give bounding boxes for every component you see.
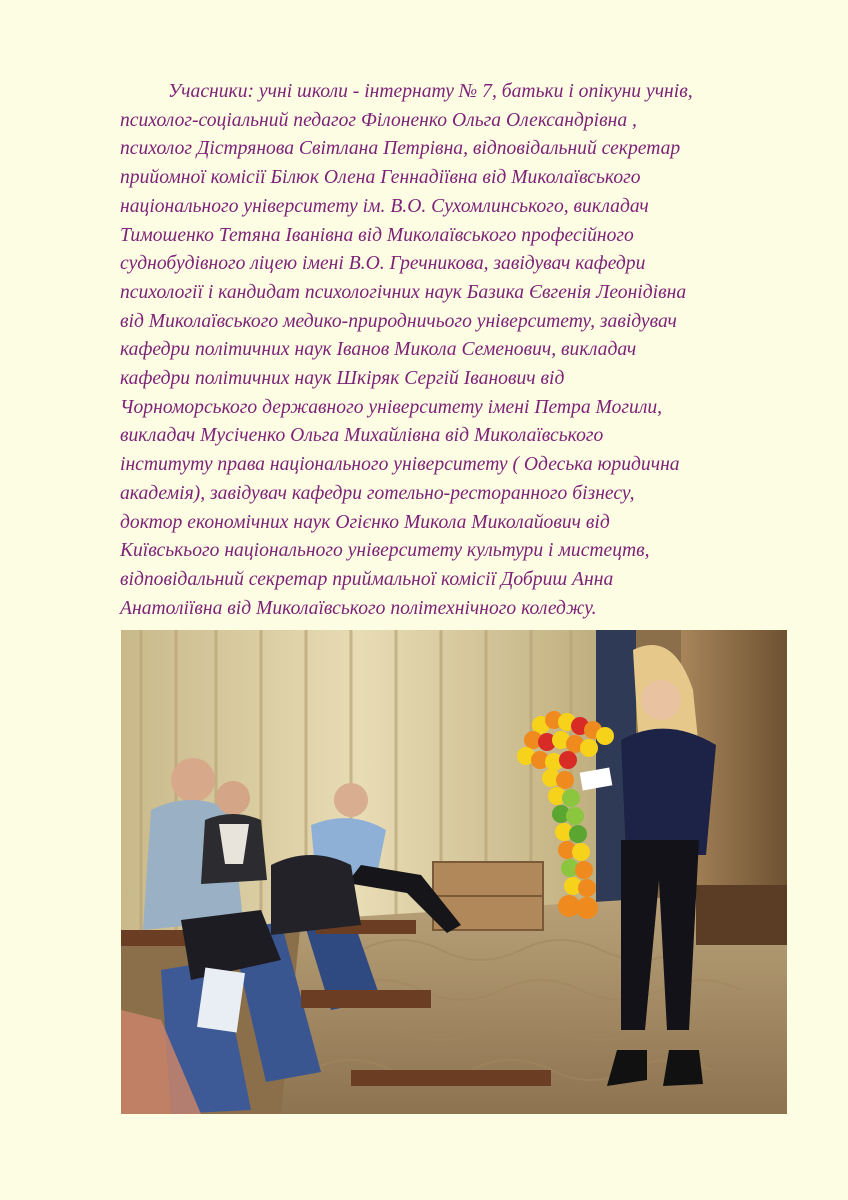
paragraph-line: психології і кандидат психологічних наук Базика Євгенія Леонідівна: [120, 281, 687, 303]
paragraph-line: Тимошенко Тетяна Іванівна від Миколаївського професійного: [120, 224, 634, 246]
paragraph-line: прийомної комісії Білюк Олена Геннадіївна від Миколаївського: [120, 167, 641, 189]
paragraph-line: Київськього національного університету культури і мистецтв,: [120, 540, 650, 562]
paragraph-line: Учасники: учні школи - інтернату № 7, батьки і опікуни учнів,: [168, 81, 693, 102]
paragraph-line: кафедри політичних наук Шкіряк Сергій Іванович від: [120, 368, 565, 390]
paragraph-line: суднобудівного ліцею імені В.О. Гречникова, завідувач кафедри: [120, 253, 646, 275]
paragraph-line: психолог-соціальний педагог Філоненко Ольга Олександрівна ,: [120, 109, 637, 131]
paragraph-line: національного університету ім. В.О. Сухомлинського, викладач: [120, 195, 649, 217]
paragraph-line: академія), завідувач кафедри готельно-ресторанного бізнесу,: [120, 482, 635, 504]
paragraph-line: Анатоліївна від Миколаївського політехнічного коледжу.: [120, 597, 597, 619]
paragraph-line: викладач Мусіченко Ольга Михайлівна від Миколаївського: [120, 425, 604, 447]
paragraph-line: відповідальний секретар приймальної комісії Добриш Анна: [120, 568, 614, 590]
jacket-on-seat: [271, 855, 361, 935]
event-photo-illustration: [121, 630, 787, 1114]
paragraph-line: доктор економічних наук Огієнко Микола Миколайович від: [120, 511, 610, 533]
participants-paragraph: [120, 78, 800, 623]
paragraph-line: від Миколаївського медико-природничього університету, завідувач: [120, 310, 677, 332]
paragraph-line: Чорноморського державного університету імені Петра Могили,: [120, 396, 663, 418]
paragraph-line: інституту права національного університету ( Одеська юридична: [120, 454, 680, 476]
held-booklet: [197, 968, 245, 1033]
paragraph-line: психолог Дістрянова Світлана Петрівна, відповідальний секретар: [120, 138, 681, 160]
paragraph-line: кафедри політичних наук Іванов Микола Семенович, викладач: [120, 339, 637, 361]
event-photo: [121, 630, 787, 1114]
